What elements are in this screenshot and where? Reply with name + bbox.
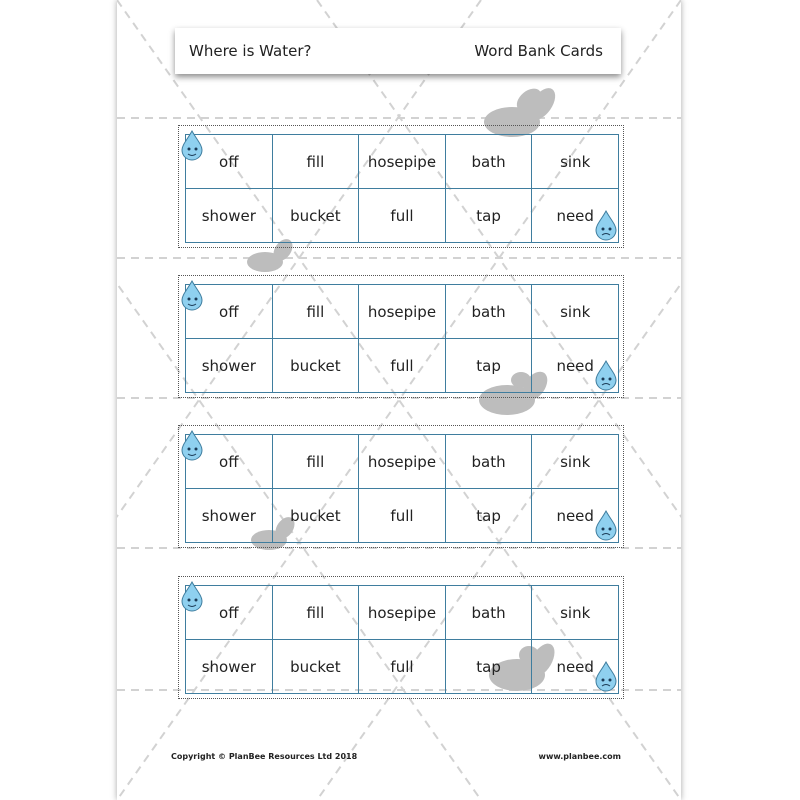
word-cell: bath [445, 435, 532, 489]
word-cell: shower [186, 640, 273, 694]
word-grid [185, 434, 619, 543]
word-row [186, 135, 619, 189]
worksheet-page [117, 0, 681, 800]
word-cell: hosepipe [359, 435, 446, 489]
word-cell: need [532, 489, 619, 543]
word-cell: sink [532, 285, 619, 339]
word-cell: off [186, 135, 273, 189]
word-cell: shower [186, 189, 273, 243]
word-cell: bath [445, 285, 532, 339]
word-cell: need [532, 339, 619, 393]
worksheet-subtitle: Word Bank Cards [474, 42, 603, 60]
word-cell: off [186, 586, 273, 640]
water-droplet-icon [589, 358, 623, 392]
word-cell: hosepipe [359, 135, 446, 189]
word-cell: bucket [272, 189, 359, 243]
word-cell: off [186, 285, 273, 339]
word-grid [185, 585, 619, 694]
word-cell: sink [532, 586, 619, 640]
copyright-text: Copyright © PlanBee Resources Ltd 2018 [171, 752, 358, 761]
word-cell: full [359, 640, 446, 694]
word-cell: bucket [272, 640, 359, 694]
word-cell: full [359, 489, 446, 543]
word-cell: full [359, 189, 446, 243]
word-cell: fill [272, 285, 359, 339]
word-cell: bath [445, 586, 532, 640]
word-cell: sink [532, 435, 619, 489]
word-row [186, 189, 619, 243]
word-cell: full [359, 339, 446, 393]
water-droplet-icon [589, 508, 623, 542]
word-row [186, 285, 619, 339]
word-row [186, 339, 619, 393]
word-cell: tap [445, 339, 532, 393]
word-cell: hosepipe [359, 285, 446, 339]
word-row [186, 640, 619, 694]
website-link[interactable]: www.planbee.com [538, 752, 621, 761]
water-droplet-icon [175, 428, 209, 462]
word-cell: off [186, 435, 273, 489]
word-cell: sink [532, 135, 619, 189]
word-bank-card [178, 125, 624, 248]
word-cell: fill [272, 435, 359, 489]
word-cell: need [532, 189, 619, 243]
word-cell: bucket [272, 489, 359, 543]
word-cell: tap [445, 189, 532, 243]
water-droplet-icon [175, 128, 209, 162]
page-header [175, 28, 621, 74]
word-bank-card [178, 275, 624, 398]
word-cell: need [532, 640, 619, 694]
water-droplet-icon [175, 579, 209, 613]
word-cell: tap [445, 640, 532, 694]
word-bank-card [178, 576, 624, 699]
word-cell: fill [272, 135, 359, 189]
word-cell: bucket [272, 339, 359, 393]
word-cell: tap [445, 489, 532, 543]
word-cell: fill [272, 586, 359, 640]
water-droplet-icon [589, 208, 623, 242]
water-droplet-icon [175, 278, 209, 312]
water-droplet-icon [589, 659, 623, 693]
word-cell: shower [186, 489, 273, 543]
word-grid [185, 134, 619, 243]
word-bank-card [178, 425, 624, 548]
word-row [186, 489, 619, 543]
word-row [186, 586, 619, 640]
word-cell: hosepipe [359, 586, 446, 640]
word-row [186, 435, 619, 489]
word-cell: shower [186, 339, 273, 393]
word-grid [185, 284, 619, 393]
worksheet-title: Where is Water? [189, 42, 312, 60]
word-cell: bath [445, 135, 532, 189]
